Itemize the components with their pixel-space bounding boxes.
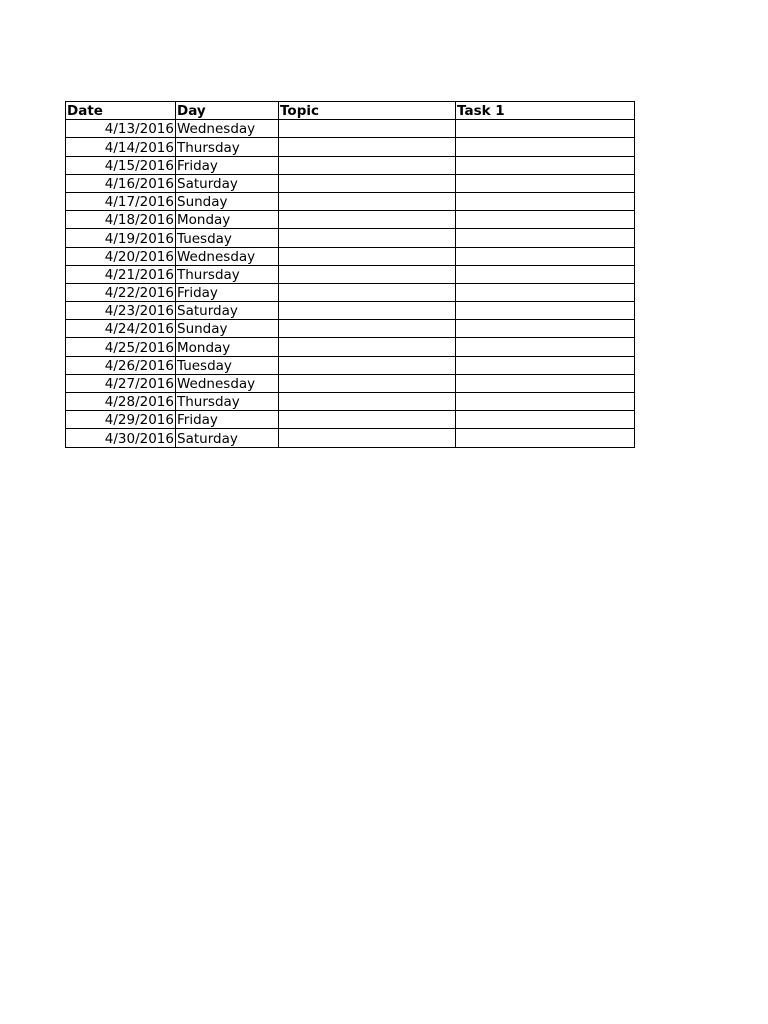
topic-cell[interactable] (279, 429, 456, 447)
topic-cell[interactable] (279, 247, 456, 265)
topic-cell[interactable] (279, 174, 456, 192)
table-body (66, 120, 635, 447)
task-1-cell[interactable] (456, 247, 635, 265)
table-row (66, 393, 635, 411)
day-cell[interactable]: Wednesday (176, 247, 279, 265)
date-cell[interactable]: 4/26/2016 (66, 356, 176, 374)
header-row (66, 102, 635, 120)
task-1-cell[interactable] (456, 192, 635, 210)
task-1-cell[interactable] (456, 374, 635, 392)
date-cell[interactable]: 4/24/2016 (66, 320, 176, 338)
table-row (66, 211, 635, 229)
table-row (66, 283, 635, 301)
date-cell[interactable]: 4/16/2016 (66, 174, 176, 192)
date-cell[interactable]: 4/19/2016 (66, 229, 176, 247)
topic-cell[interactable] (279, 229, 456, 247)
header-day: Day (176, 102, 279, 120)
table-row (66, 120, 635, 138)
task-1-cell[interactable] (456, 302, 635, 320)
task-1-cell[interactable] (456, 265, 635, 283)
topic-cell[interactable] (279, 302, 456, 320)
topic-cell[interactable] (279, 138, 456, 156)
day-cell[interactable]: Thursday (176, 393, 279, 411)
date-cell[interactable]: 4/28/2016 (66, 393, 176, 411)
table-row (66, 138, 635, 156)
day-cell[interactable]: Saturday (176, 302, 279, 320)
topic-cell[interactable] (279, 374, 456, 392)
task-1-cell[interactable] (456, 138, 635, 156)
task-1-cell[interactable] (456, 283, 635, 301)
topic-cell[interactable] (279, 283, 456, 301)
date-cell[interactable]: 4/13/2016 (66, 120, 176, 138)
topic-cell[interactable] (279, 393, 456, 411)
day-cell[interactable]: Monday (176, 338, 279, 356)
table-row (66, 302, 635, 320)
date-cell[interactable]: 4/27/2016 (66, 374, 176, 392)
header-date: Date (66, 102, 176, 120)
date-cell[interactable]: 4/25/2016 (66, 338, 176, 356)
day-cell[interactable]: Tuesday (176, 356, 279, 374)
date-cell[interactable]: 4/18/2016 (66, 211, 176, 229)
topic-cell[interactable] (279, 211, 456, 229)
task-1-cell[interactable] (456, 120, 635, 138)
task-1-cell[interactable] (456, 429, 635, 447)
table-row (66, 229, 635, 247)
task-1-cell[interactable] (456, 338, 635, 356)
table-row (66, 174, 635, 192)
day-cell[interactable]: Wednesday (176, 374, 279, 392)
day-cell[interactable]: Sunday (176, 320, 279, 338)
day-cell[interactable]: Friday (176, 283, 279, 301)
table-row (66, 356, 635, 374)
table-row (66, 247, 635, 265)
date-cell[interactable]: 4/17/2016 (66, 192, 176, 210)
topic-cell[interactable] (279, 320, 456, 338)
day-cell[interactable]: Saturday (176, 429, 279, 447)
task-1-cell[interactable] (456, 174, 635, 192)
table-row (66, 265, 635, 283)
topic-cell[interactable] (279, 120, 456, 138)
date-cell[interactable]: 4/15/2016 (66, 156, 176, 174)
date-cell[interactable]: 4/22/2016 (66, 283, 176, 301)
topic-cell[interactable] (279, 265, 456, 283)
task-1-cell[interactable] (456, 229, 635, 247)
task-1-cell[interactable] (456, 393, 635, 411)
date-cell[interactable]: 4/23/2016 (66, 302, 176, 320)
table-row (66, 192, 635, 210)
day-cell[interactable]: Monday (176, 211, 279, 229)
day-cell[interactable]: Friday (176, 156, 279, 174)
header-task-1: Task 1 (456, 102, 635, 120)
table-row (66, 320, 635, 338)
topic-cell[interactable] (279, 156, 456, 174)
task-1-cell[interactable] (456, 411, 635, 429)
schedule-table (65, 101, 635, 448)
date-cell[interactable]: 4/21/2016 (66, 265, 176, 283)
task-1-cell[interactable] (456, 211, 635, 229)
table-row (66, 411, 635, 429)
day-cell[interactable]: Thursday (176, 138, 279, 156)
header-topic: Topic (279, 102, 456, 120)
day-cell[interactable]: Thursday (176, 265, 279, 283)
table-row (66, 429, 635, 447)
table-row (66, 156, 635, 174)
date-cell[interactable]: 4/14/2016 (66, 138, 176, 156)
topic-cell[interactable] (279, 192, 456, 210)
date-cell[interactable]: 4/30/2016 (66, 429, 176, 447)
date-cell[interactable]: 4/20/2016 (66, 247, 176, 265)
day-cell[interactable]: Sunday (176, 192, 279, 210)
day-cell[interactable]: Wednesday (176, 120, 279, 138)
day-cell[interactable]: Friday (176, 411, 279, 429)
topic-cell[interactable] (279, 411, 456, 429)
task-1-cell[interactable] (456, 320, 635, 338)
day-cell[interactable]: Tuesday (176, 229, 279, 247)
date-cell[interactable]: 4/29/2016 (66, 411, 176, 429)
table-row (66, 338, 635, 356)
day-cell[interactable]: Saturday (176, 174, 279, 192)
task-1-cell[interactable] (456, 356, 635, 374)
topic-cell[interactable] (279, 338, 456, 356)
topic-cell[interactable] (279, 356, 456, 374)
table-row (66, 374, 635, 392)
task-1-cell[interactable] (456, 156, 635, 174)
